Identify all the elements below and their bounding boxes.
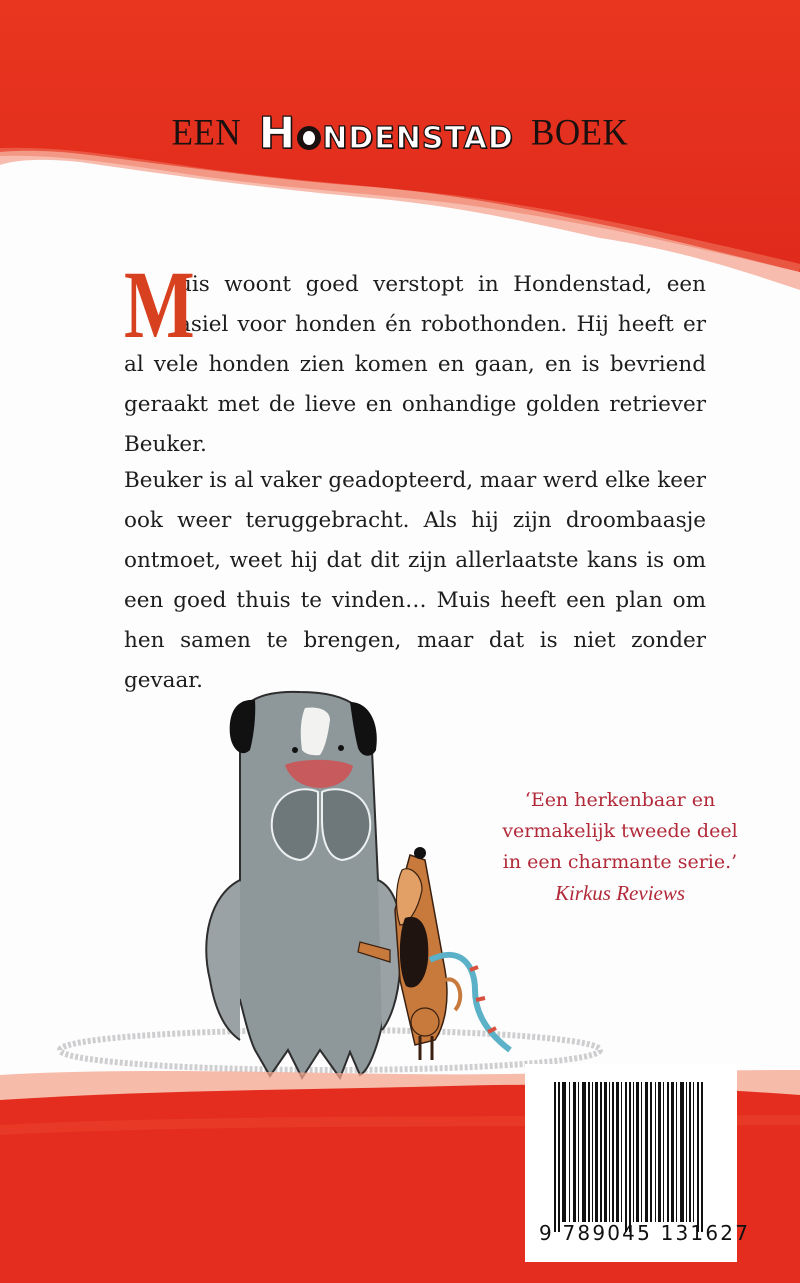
isbn-number: 9 789045 131627 xyxy=(539,1221,751,1245)
paragraph-1-text: uis woont goed verstopt in Hondenstad, een asiel voor honden én robothonden. Hij heeft er al vele honden zien komen en gaan, en is bevriend geraakt met de lieve en onhandige golden retriever Beuker. xyxy=(124,272,706,457)
series-header xyxy=(0,108,800,159)
series-suffix: BOEK xyxy=(531,112,629,153)
drop-cap: M xyxy=(124,251,195,358)
series-prefix: EEN xyxy=(171,112,242,153)
logo-rest: NDENSTAD xyxy=(322,121,514,156)
review-quote-block xyxy=(500,785,740,909)
blurb-paragraph-2: Beuker is al vaker geadopteerd, maar werd elke keer ook weer teruggebracht. Als hij zijn droombaasje ontmoet, weet hij dat dit zijn allerlaatste kans is om een goed thuis te vinden… Muis heeft een plan om hen samen te brengen, maar dat is niet zonder gevaar. xyxy=(124,468,706,693)
review-source: Kirkus Reviews xyxy=(554,881,686,905)
review-quote-text: ‘Een herkenbaar en vermakelijk tweede deel in een charmante serie.’ xyxy=(502,789,738,873)
isbn-barcode xyxy=(525,1064,751,1262)
big-grey-dog-icon xyxy=(206,692,402,1078)
hondenstad-logo xyxy=(258,108,513,159)
paw-print-icon xyxy=(297,126,321,150)
blurb-paragraph-1 xyxy=(124,251,706,465)
logo-first-letter: H xyxy=(258,108,297,159)
